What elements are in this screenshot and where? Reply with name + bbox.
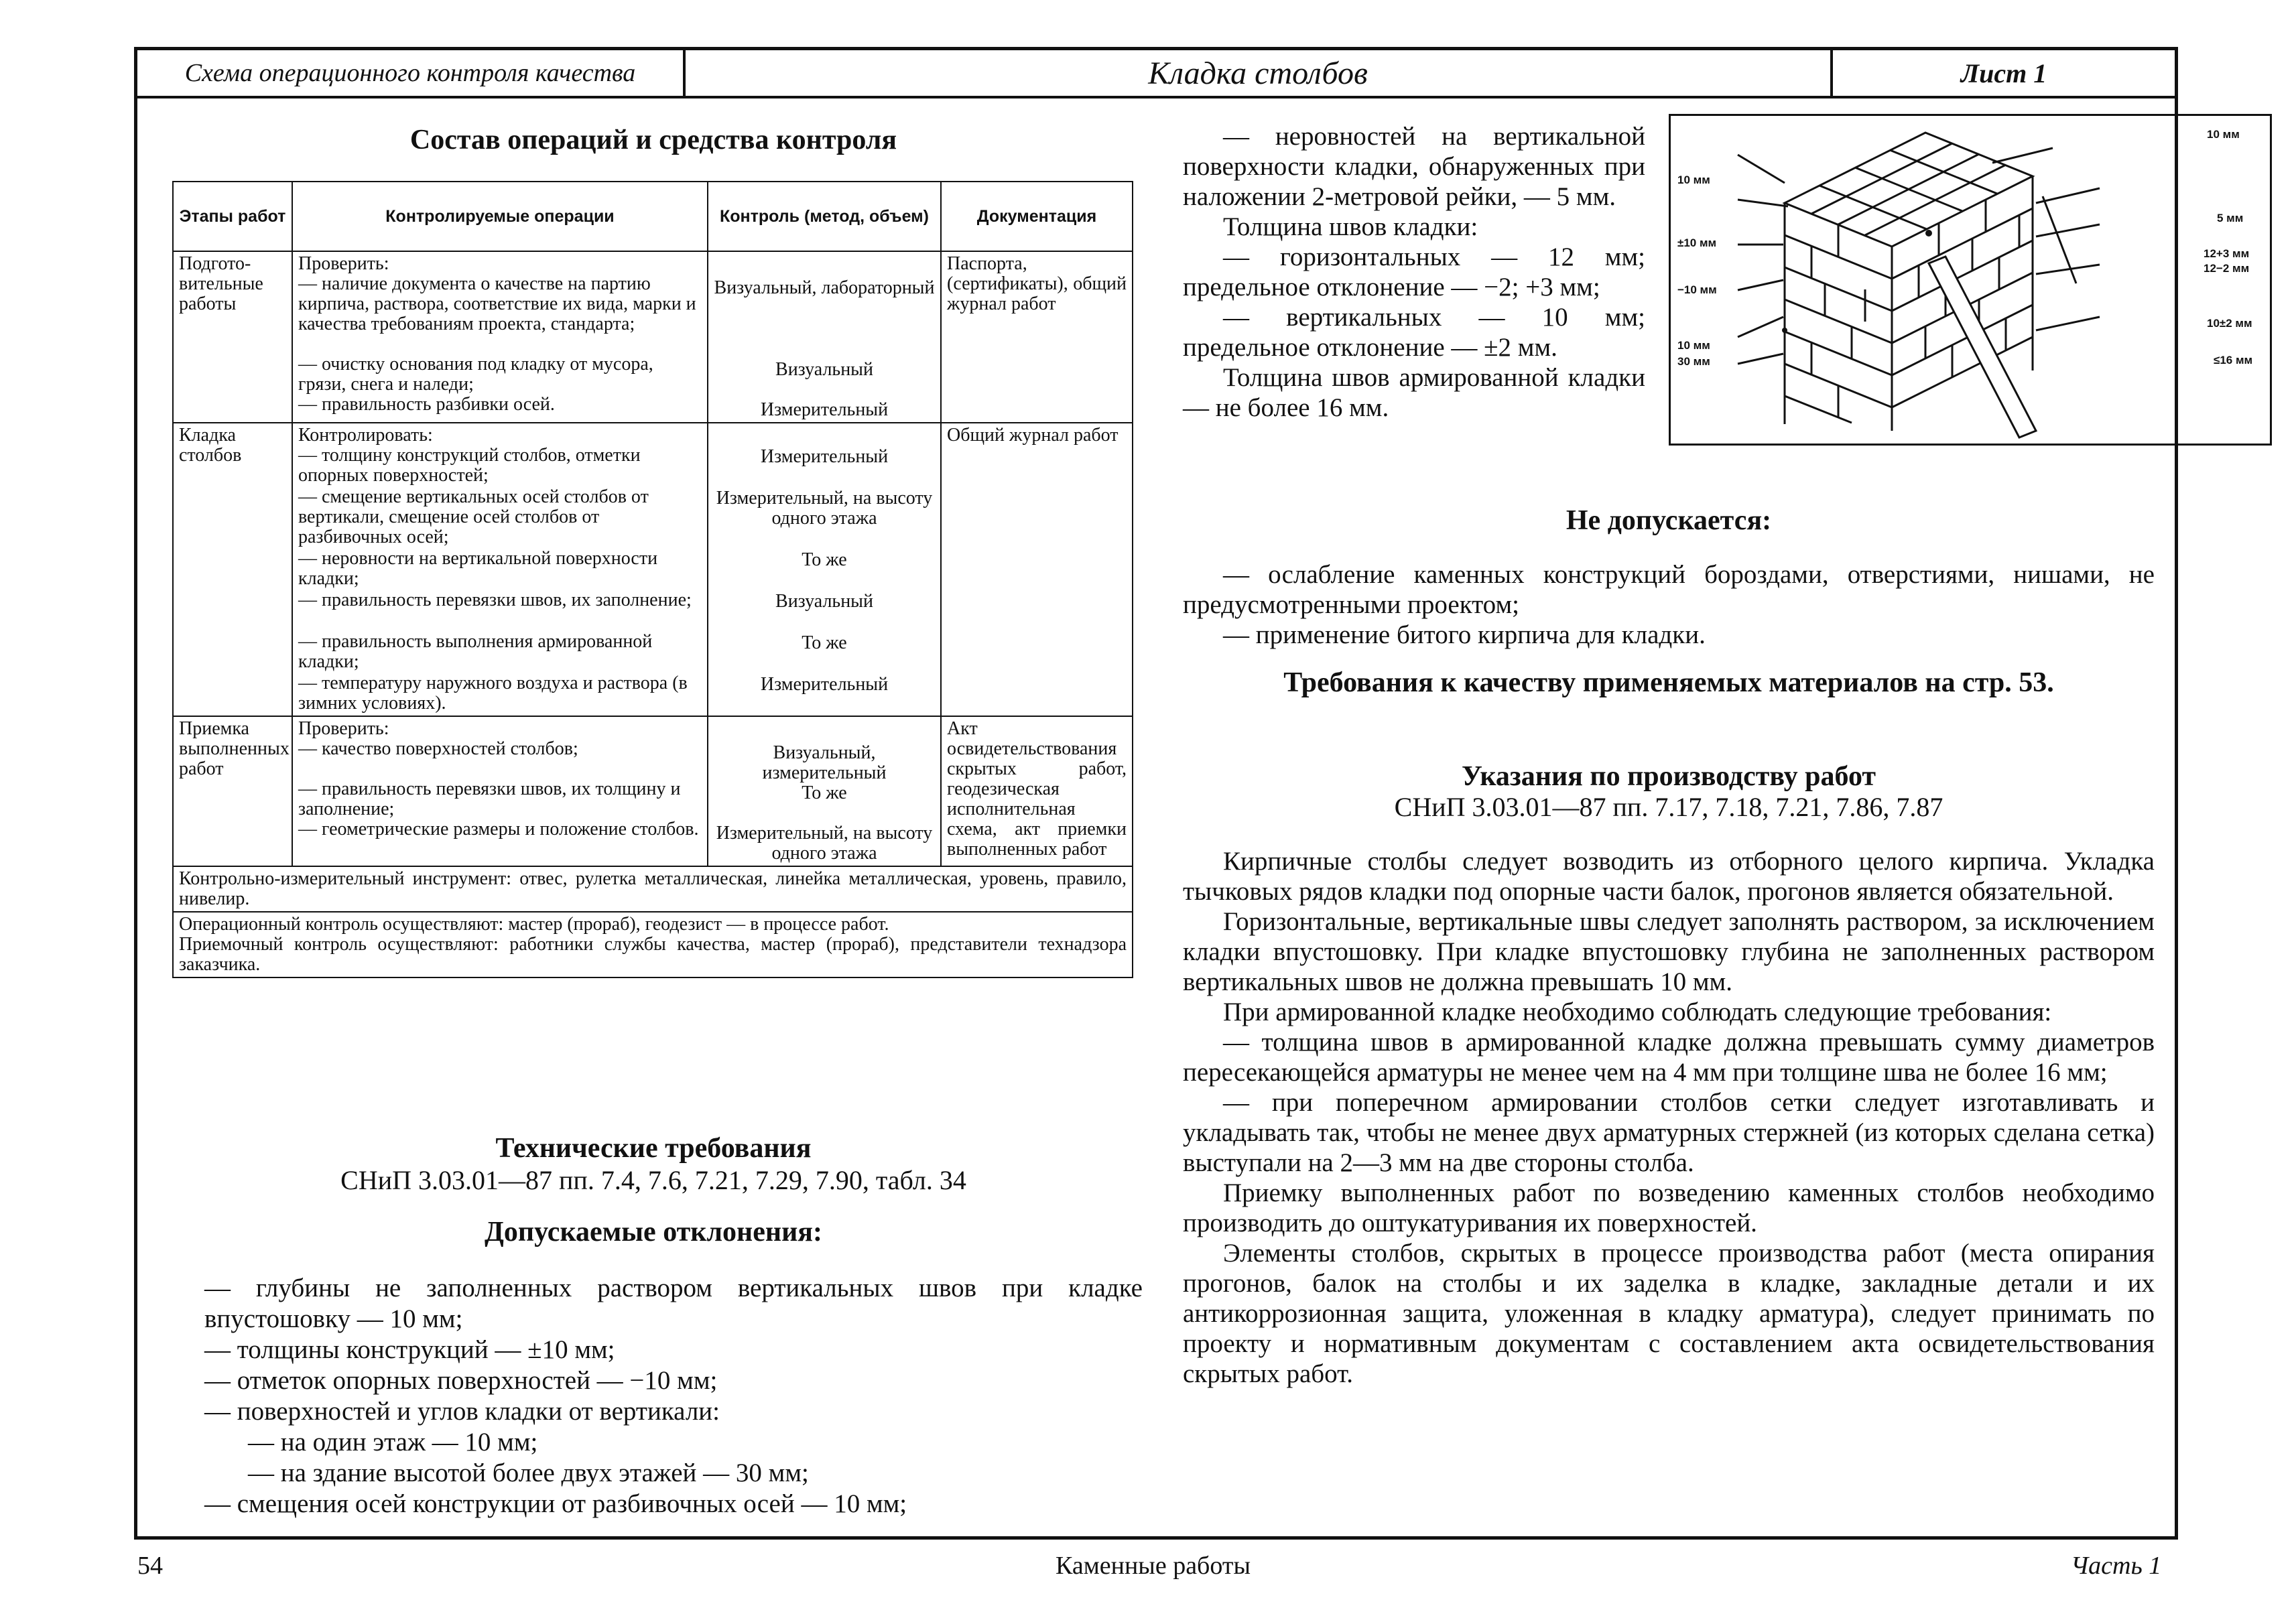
control-method: То же bbox=[802, 632, 847, 653]
operation-line: Контролировать: bbox=[298, 425, 433, 446]
tolerance-paragraph: — неровностей на вертикальной поверхности кладки, обнаруженных при наложении 2-метровой рейки, — 5 мм. bbox=[1183, 122, 1645, 211]
tolerance-paragraph: — вертикальных — 10 мм; предельное отклонение — ±2 мм. bbox=[1183, 303, 1645, 362]
materials-requirements-note: Требования к качеству применяемых материалов на стр. 53. bbox=[1283, 667, 2054, 698]
operation-line: Проверить: bbox=[298, 253, 389, 274]
instruction-paragraph: При армированной кладке необходимо соблюдать следующие требования: bbox=[1223, 998, 2052, 1026]
instruction-paragraph: Горизонтальные, вертикальные швы следует заполнять раствором, за исключением кладки впустошовку. При кладке впустошовку глубина не заполненных раствором вертикальных швов не должна превышать 10 мм. bbox=[1183, 907, 2155, 996]
operation-line: — правильность перевязки швов, их толщину и заполнение; bbox=[298, 779, 681, 819]
dimension-label: 10 мм bbox=[1677, 339, 1710, 352]
table-row bbox=[173, 423, 1133, 716]
control-method: Измерительный bbox=[760, 446, 889, 467]
deviations-list bbox=[164, 1273, 1143, 1519]
operation-line: — качество поверхностей столбов; bbox=[298, 738, 578, 759]
instrument-note: Контрольно-измерительный инструмент: отвес, рулетка металлическая, линейка металлическая, уровень, правило, нивелир. bbox=[173, 866, 1133, 912]
operation-line: — наличие документа о качестве на партию кирпича, раствора, соответствие их вида, марки и качества требованиям проекта, стандарта; bbox=[298, 273, 696, 334]
dimension-label: 12−2 мм bbox=[2204, 262, 2250, 275]
stage-cell: Приемка выполненных работ bbox=[173, 716, 292, 866]
stage-cell: Подгото-вительные работы bbox=[173, 251, 292, 423]
page-header bbox=[137, 50, 2175, 98]
instruction-paragraph: Приемку выполненных работ по возведению каменных столбов необходимо производить до оштукатуривания их поверхностей. bbox=[1183, 1178, 2155, 1237]
header-document-title: Кладка столбов bbox=[686, 50, 1833, 96]
control-method: Визуальный bbox=[775, 591, 873, 612]
footer-part: Часть 1 bbox=[2071, 1552, 2162, 1580]
operations-cell bbox=[292, 716, 708, 866]
deviation-item: — толщины конструкций — ±10 мм; bbox=[204, 1335, 615, 1364]
technical-requirements-reference: СНиП 3.03.01—87 пп. 7.4, 7.6, 7.21, 7.29, 7.90, табл. 34 bbox=[340, 1165, 966, 1195]
operations-cell bbox=[292, 251, 708, 423]
operation-line: — правильность разбивки осей. bbox=[298, 394, 555, 415]
control-method: Измерительный bbox=[760, 674, 889, 695]
deviation-item: — отметок опорных поверхностей — −10 мм; bbox=[204, 1366, 718, 1395]
page-number: 54 bbox=[137, 1552, 163, 1580]
operation-line: Проверить: bbox=[298, 718, 389, 739]
work-instructions-reference: СНиП 3.03.01—87 пп. 7.17, 7.18, 7.21, 7.86, 7.87 bbox=[1394, 792, 1943, 822]
tolerance-paragraph: Толщина швов армированной кладки — не более 16 мм. bbox=[1183, 363, 1645, 422]
brick-pillar-drawing bbox=[1671, 116, 2270, 444]
operation-line: — толщину конструкций столбов, отметки опорных поверхностей; bbox=[298, 445, 641, 486]
tolerance-paragraph: Толщина швов кладки: bbox=[1223, 212, 1478, 241]
not-allowed-list bbox=[1183, 559, 2155, 650]
stage-cell: Кладка столбов bbox=[173, 423, 292, 716]
control-cell bbox=[708, 251, 941, 423]
documentation-cell: Общий журнал работ bbox=[941, 423, 1133, 716]
control-method: Визуальный, измерительный bbox=[762, 742, 887, 783]
dimension-label: 10 мм bbox=[2207, 128, 2240, 141]
not-allowed-item: — применение битого кирпича для кладки. bbox=[1223, 620, 1706, 649]
operation-line: — очистку основания под кладку от мусора, грязи, снега и наледи; bbox=[298, 354, 653, 395]
dimension-label: 5 мм bbox=[2217, 212, 2244, 224]
dimension-label: 10 мм bbox=[1677, 174, 1710, 186]
work-instructions-text bbox=[1183, 846, 2155, 1389]
control-method: То же bbox=[802, 549, 847, 570]
column-header-control: Контроль (метод, объем) bbox=[708, 182, 941, 251]
table-header-row bbox=[173, 182, 1133, 251]
brick-pillar-figure bbox=[1669, 114, 2272, 446]
documentation-cell: Акт освидетельствования скрытых работ, геодезическая исполнительная схема, акт приемки выполненных работ bbox=[941, 716, 1133, 866]
control-method: Измерительный, на высоту одного этажа bbox=[716, 488, 933, 529]
operation-line: — правильность перевязки швов, их заполнение; bbox=[298, 590, 692, 610]
dimension-label: 12+3 мм bbox=[2204, 247, 2250, 260]
dimension-label: ±10 мм bbox=[1677, 236, 1717, 249]
operation-line: — температуру наружного воздуха и раствора (в зимних условиях). bbox=[298, 673, 688, 714]
instruction-paragraph: — толщина швов в армированной кладке должна превышать сумму диаметров пересекающейся арматуры не менее чем на 4 мм при толщине шва не более 16 мм; bbox=[1183, 1028, 2155, 1087]
not-allowed-title: Не допускается: bbox=[1566, 505, 1772, 536]
control-method: Измерительный bbox=[760, 399, 889, 420]
column-header-operations: Контролируемые операции bbox=[292, 182, 708, 251]
operations-table bbox=[172, 181, 1133, 978]
deviation-item: — смещения осей конструкции от разбивочных осей — 10 мм; bbox=[204, 1489, 907, 1518]
table-row bbox=[173, 716, 1133, 866]
deviation-item: — на один этаж — 10 мм; bbox=[248, 1428, 538, 1457]
operation-line: — геометрические размеры и положение столбов. bbox=[298, 819, 699, 839]
operational-control-note: Операционный контроль осуществляют: мастер (прораб), геодезист — в процессе работ. bbox=[179, 914, 889, 935]
deviation-item: — поверхностей и углов кладки от вертикали: bbox=[204, 1397, 720, 1426]
operation-line: — неровности на вертикальной поверхности кладки; bbox=[298, 548, 658, 589]
header-scheme-title: Схема операционного контроля качества bbox=[137, 50, 686, 96]
control-cell bbox=[708, 716, 941, 866]
tolerances-text bbox=[1183, 121, 1645, 423]
dimension-label: ≤16 мм bbox=[2214, 354, 2253, 366]
dimension-label: −10 мм bbox=[1677, 283, 1717, 296]
header-sheet-number: Лист 1 bbox=[1960, 58, 2047, 88]
column-header-stage: Этапы работ bbox=[173, 182, 292, 251]
control-method: Визуальный, лабораторный bbox=[714, 277, 935, 298]
footer-section: Каменные работы bbox=[1056, 1552, 1251, 1580]
operations-table-title: Состав операций и средства контроля bbox=[409, 125, 897, 155]
not-allowed-item: — ослабление каменных конструкций бороздами, отверстиями, нишами, не предусмотренными проектом; bbox=[1183, 560, 2155, 619]
tolerance-paragraph: — горизонтальных — 12 мм; предельное отклонение — −2; +3 мм; bbox=[1183, 243, 1645, 301]
deviation-item: — глубины не заполненных раствором вертикальных швов при кладке впустошовку — 10 мм; bbox=[204, 1274, 1143, 1333]
instrument-row bbox=[173, 866, 1133, 912]
operations-cell bbox=[292, 423, 708, 716]
dimension-label: 30 мм bbox=[1677, 355, 1710, 368]
control-notes-cell bbox=[173, 912, 1133, 977]
instruction-paragraph: Элементы столбов, скрытых в процессе производства работ (места опирания прогонов, балок на столбы и их заделка в кладке, закладные детали и их антикоррозионная защита, уложенная в кладку арматура), следует принимать по проекту и нормативным документам с составлением акта освидетельствования скрытых работ. bbox=[1183, 1239, 2155, 1388]
control-method: Измерительный, на высоту одного этажа bbox=[716, 823, 933, 864]
instruction-paragraph: Кирпичные столбы следует возводить из отборного целого кирпича. Укладка тычковых рядов кладки под опорные части балок, прогонов является обязательной. bbox=[1183, 847, 2155, 906]
work-instructions-title: Указания по производству работ bbox=[1461, 761, 1876, 792]
acceptance-control-note: Приемочный контроль осуществляют: работники службы качества, мастер (прораб), представители технадзора заказчика. bbox=[179, 934, 1127, 975]
technical-requirements-title: Технические требования bbox=[495, 1133, 812, 1164]
control-cell bbox=[708, 423, 941, 716]
control-method: Визуальный bbox=[775, 359, 873, 380]
table-row bbox=[173, 251, 1133, 423]
operation-line: — правильность выполнения армированной кладки; bbox=[298, 631, 653, 672]
control-notes-row bbox=[173, 912, 1133, 977]
operation-line: — смещение вертикальных осей столбов от вертикали, смещение осей столбов от разбивочных осей; bbox=[298, 486, 649, 547]
control-method: То же bbox=[802, 783, 847, 803]
instruction-paragraph: — при поперечном армировании столбов сетки следует изготавливать и укладывать так, чтобы не менее двух арматурных стержней (из которых сделана сетка) выступали на 2—3 мм на две стороны столба. bbox=[1183, 1088, 2155, 1177]
documentation-cell: Паспорта, (сертификаты), общий журнал работ bbox=[941, 251, 1133, 423]
page-frame bbox=[134, 47, 2253, 1540]
allowed-deviations-title: Допускаемые отклонения: bbox=[485, 1217, 822, 1247]
dimension-label: 10±2 мм bbox=[2207, 317, 2252, 330]
deviation-item: — на здание высотой более двух этажей — 30 мм; bbox=[248, 1459, 809, 1487]
column-header-documentation: Документация bbox=[941, 182, 1133, 251]
